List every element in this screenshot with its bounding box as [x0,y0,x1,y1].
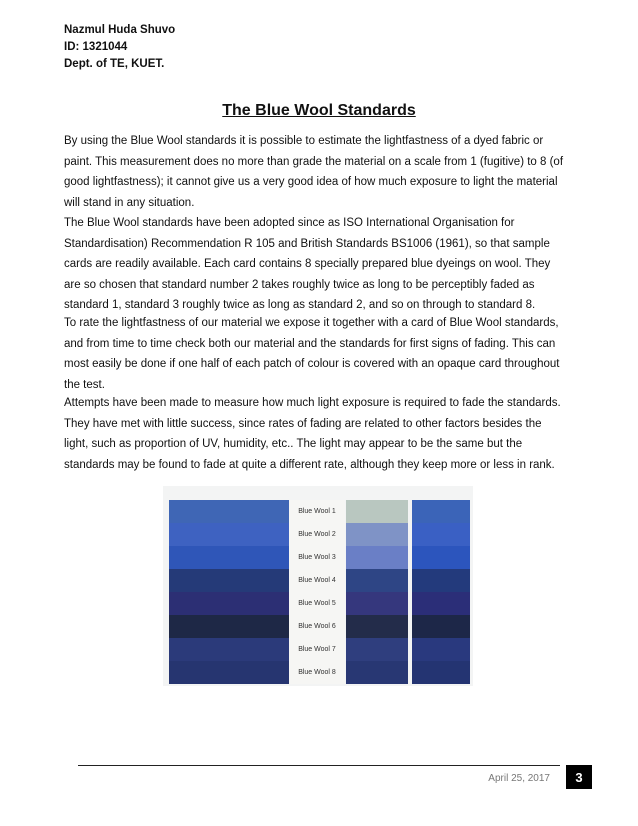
department: Dept. of TE, KUET. [64,58,165,70]
swatch-label: Blue Wool 2 [289,523,345,546]
swatch-covered [412,500,470,523]
paragraph-2: The Blue Wool standards have been adopted since as ISO International Organisation for Standardisation) Recommendation R 105 and British Standards BS1006 (1961), so that sample cards are readily available. Each card contains 8 specially prepared blue dyeings on wool. They are so chosen that standard number 2 takes roughly twice as long to be perceptibly faded as standard 1, standard 3 roughly twice as long as standard 2, and so on through to standard 8. [64,217,551,311]
swatch-row [163,546,473,569]
swatch-original [169,546,289,569]
swatch-covered [412,615,470,638]
document-title: The Blue Wool Standards [222,102,416,119]
swatch-faded [346,500,408,523]
swatch-original [169,661,289,684]
swatch-label: Blue Wool 4 [289,569,345,592]
swatch-label: Blue Wool 1 [289,500,345,523]
swatch-label: Blue Wool 3 [289,546,345,569]
swatch-covered [412,592,470,615]
swatch-covered [412,661,470,684]
swatch-covered [412,546,470,569]
swatch-original [169,592,289,615]
swatch-original [169,569,289,592]
author-header [64,22,175,73]
swatch-faded [346,592,408,615]
swatch-label: Blue Wool 5 [289,592,345,615]
swatch-faded [346,638,408,661]
footer-rule [78,765,560,766]
swatch-label: Blue Wool 7 [289,638,345,661]
paragraph-4: Attempts have been made to measure how much light exposure is required to fade the standards. They have met with little success, since rates of fading are related to other factors besides the light, such as proportion of UV, humidity, etc.. The light may appear to be the same but the standards may be found to fade at quite a different rate, although they keep more or less in rank. [64,397,561,471]
swatch-row [163,638,473,661]
swatch-covered [412,569,470,592]
swatch-faded [346,546,408,569]
swatch-faded [346,615,408,638]
swatch-original [169,638,289,661]
swatch-original [169,615,289,638]
swatch-row [163,523,473,546]
page-number: 3 [566,765,592,789]
paragraph-3: To rate the lightfastness of our material we expose it together with a card of Blue Wool standards, and from time to time check both our material and the standards for first signs of fading. This can most easily be done if one half of each patch of colour is covered with an opaque card throughout the test. [64,317,560,391]
swatch-label: Blue Wool 6 [289,615,345,638]
swatch-row [163,592,473,615]
swatch-covered [412,523,470,546]
swatch-row [163,615,473,638]
swatch-row [163,569,473,592]
swatch-row [163,500,473,523]
paragraph-1: By using the Blue Wool standards it is possible to estimate the lightfastness of a dyed fabric or paint. This measurement does no more than grade the material on a scale from 1 (fugitive) to 8 (of good lightfastness); it cannot give us a very good idea of how much exposure to light the material will stand in any situation. [64,135,564,209]
author-name: Nazmul Huda Shuvo [64,24,176,36]
swatch-original [169,500,289,523]
swatch-row [163,661,473,684]
swatch-label: Blue Wool 8 [289,661,345,684]
blue-wool-swatch-card [163,486,473,686]
swatch-original [169,523,289,546]
swatch-faded [346,569,408,592]
swatch-faded [346,523,408,546]
swatch-faded [346,661,408,684]
swatch-covered [412,638,470,661]
footer-date: April 25, 2017 [488,773,550,784]
student-id: ID: 1321044 [64,41,128,53]
